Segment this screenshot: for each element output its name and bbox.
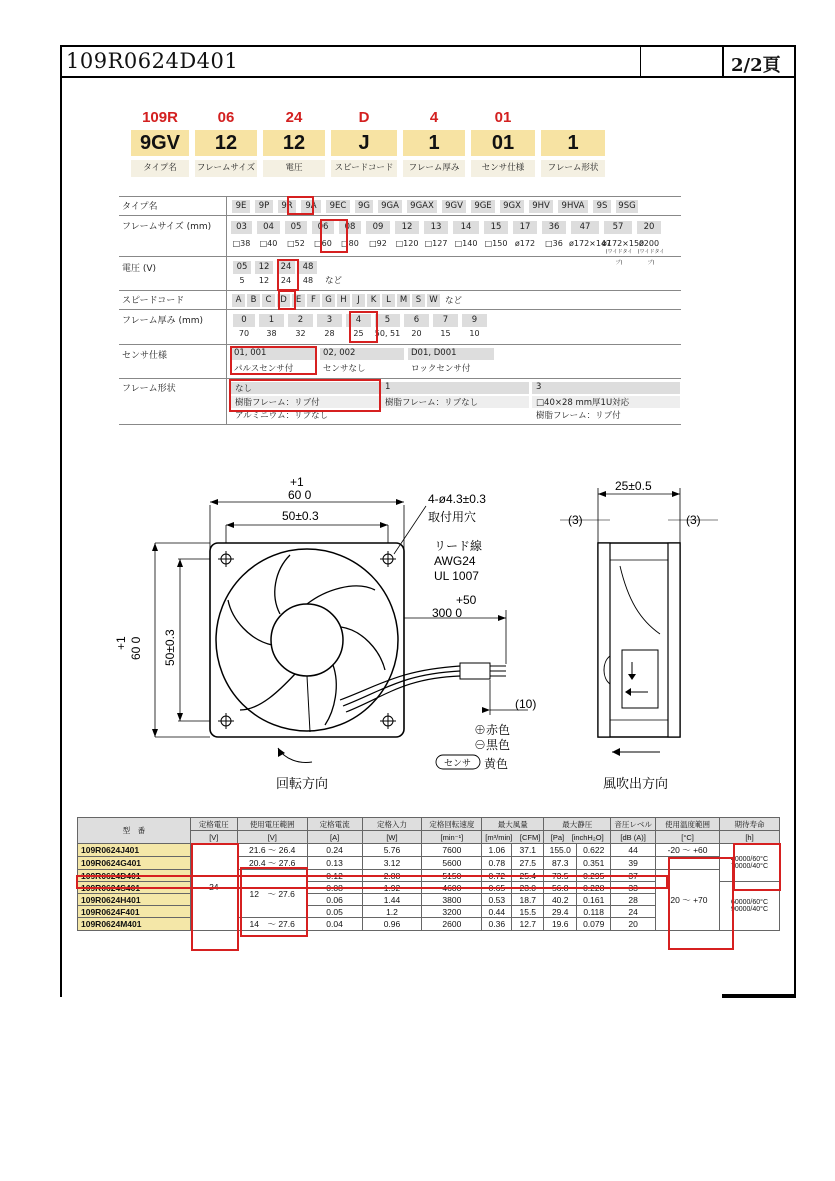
frame-size-code: 20 bbox=[637, 221, 661, 234]
frame-size-value: ø200 bbox=[638, 239, 660, 248]
frame-size-value: □60 bbox=[314, 239, 332, 248]
table-cell: 5.76 bbox=[362, 844, 422, 857]
table-cell: 40.2 bbox=[544, 894, 577, 906]
code-box-type: 9GV bbox=[131, 130, 189, 156]
thickness-value: 28 bbox=[324, 329, 335, 338]
table-cell: 0.04 bbox=[307, 918, 362, 931]
speed-option: B bbox=[247, 294, 260, 307]
sensor-badge-text: センサ bbox=[444, 758, 472, 768]
speed-option: M bbox=[397, 294, 410, 307]
shape-desc: 樹脂フレーム：リブ付 bbox=[536, 411, 621, 421]
highlight-size bbox=[320, 219, 348, 253]
col-rated-voltage: 定格電圧 bbox=[190, 818, 237, 831]
table-row bbox=[78, 844, 780, 857]
table-cell: 0.96 bbox=[362, 918, 422, 931]
footer-bar bbox=[722, 994, 796, 998]
life-value: 70000/40°C bbox=[730, 862, 769, 870]
type-option: 9R bbox=[278, 200, 296, 213]
table-cell: 109R0624J401 bbox=[78, 844, 191, 857]
type-option: 9GX bbox=[500, 200, 524, 213]
unit: [min⁻¹] bbox=[422, 831, 482, 844]
col-voltage-range: 使用電圧範囲 bbox=[237, 818, 307, 831]
shape-desc: □40×28 mm厚1U対応 bbox=[536, 398, 630, 408]
table-cell: 0.351 bbox=[577, 857, 611, 870]
lead-ul: UL 1007 bbox=[434, 569, 479, 583]
frame-size-value: □150 bbox=[484, 239, 508, 248]
frame-size-code: 15 bbox=[484, 221, 508, 234]
table-cell: 1.92 bbox=[362, 882, 422, 894]
unit: [Pa] [inchH₂O] bbox=[544, 831, 611, 844]
table-cell: 5150 bbox=[422, 870, 482, 882]
table-cell: 155.0 bbox=[544, 844, 577, 857]
table-cell: 33 bbox=[611, 882, 656, 894]
type-option: 9S bbox=[593, 200, 611, 213]
sensor-code: D01, D001 bbox=[411, 348, 457, 358]
table-cell: 0.65 bbox=[482, 882, 512, 894]
table-cell: 0.72 bbox=[482, 870, 512, 882]
table-cell: 37 bbox=[611, 870, 656, 882]
col-life: 期待寿命 bbox=[719, 818, 779, 831]
table-cell: 0.53 bbox=[482, 894, 512, 906]
fan-drawing bbox=[100, 470, 720, 800]
code-caption: タイプ名 bbox=[131, 160, 189, 177]
dim-top: 60 0 bbox=[288, 488, 312, 502]
row-label-thickness: フレーム厚み (mm) bbox=[122, 316, 204, 326]
dim-inner: 50±0.3 bbox=[282, 509, 319, 523]
dim-left-inner: 50±0.3 bbox=[163, 629, 177, 666]
table-cell: 109R0624H401 bbox=[78, 894, 191, 906]
frame-size-code: 08 bbox=[339, 221, 361, 234]
speed-option: L bbox=[382, 294, 395, 307]
frame-size-value: □36 bbox=[545, 239, 563, 248]
voltage-value: 24 bbox=[280, 276, 292, 285]
speed-option: C bbox=[262, 294, 275, 307]
frame-size-value: □120 bbox=[395, 239, 419, 248]
unit: [W] bbox=[362, 831, 422, 844]
table-cell: 0.78 bbox=[482, 857, 512, 870]
code-red-sensor: 01 bbox=[494, 109, 512, 126]
lead-awg: AWG24 bbox=[434, 554, 476, 568]
sensor-code: 02, 002 bbox=[323, 348, 356, 358]
sensor-code: 01, 001 bbox=[234, 348, 267, 358]
voltage-code: 48 bbox=[299, 261, 317, 274]
voltage-code: 24 bbox=[277, 261, 295, 274]
type-option: 9GA bbox=[378, 200, 402, 213]
speed-option: D bbox=[277, 294, 290, 307]
col-max-pressure: 最大静圧 bbox=[544, 818, 611, 831]
thickness-value: 38 bbox=[266, 329, 277, 338]
type-option: 9HVA bbox=[558, 200, 588, 213]
lead-length: 300 0 bbox=[432, 606, 463, 620]
col-rated-speed: 定格回転速度 bbox=[422, 818, 482, 831]
side-left-offset: (3) bbox=[568, 513, 583, 527]
frame-size-value: □92 bbox=[369, 239, 387, 248]
shape-desc: 樹脂フレーム：リブ付 bbox=[235, 398, 320, 408]
table-cell: 27.5 bbox=[512, 857, 544, 870]
header-separator bbox=[640, 45, 641, 77]
holes-note: 取付用穴 bbox=[428, 510, 477, 524]
frame-size-code: 36 bbox=[542, 221, 566, 234]
frame-size-code: 05 bbox=[285, 221, 307, 234]
sensor-desc: パルスセンサ付 bbox=[234, 364, 294, 374]
type-option: 9P bbox=[255, 200, 273, 213]
highlight-rated-voltage bbox=[191, 843, 239, 951]
table-cell: 1.2 bbox=[362, 906, 422, 918]
lead-end: (10) bbox=[515, 697, 537, 711]
highlight-thickness bbox=[349, 311, 378, 343]
frame-size-code: 57 bbox=[604, 221, 632, 234]
header-divider bbox=[60, 76, 796, 78]
highlight-voltage bbox=[277, 259, 299, 291]
table-cell: 3200 bbox=[422, 906, 482, 918]
thickness-value: 32 bbox=[295, 329, 306, 338]
speed-option: F bbox=[307, 294, 320, 307]
table-cell: 109R0624M401 bbox=[78, 918, 191, 931]
table-cell: 1.06 bbox=[482, 844, 512, 857]
speed-option: W bbox=[427, 294, 440, 307]
wire-red: ⊕赤色 bbox=[474, 723, 511, 737]
frame-size-code: 12 bbox=[395, 221, 419, 234]
table-cell: 18.7 bbox=[512, 894, 544, 906]
sensor-desc: センサなし bbox=[323, 364, 366, 374]
table-cell: 15.5 bbox=[512, 906, 544, 918]
col-temp-range: 使用温度範囲 bbox=[656, 818, 720, 831]
highlight-life bbox=[733, 843, 781, 891]
code-red-type: 109R bbox=[142, 109, 178, 126]
code-caption: スピードコード bbox=[331, 160, 397, 177]
table-cell: 0.08 bbox=[307, 882, 362, 894]
highlight-speed bbox=[278, 290, 296, 310]
table-cell: 24 bbox=[190, 844, 237, 931]
code-box-speed: J bbox=[331, 130, 397, 156]
table-cell: 0.06 bbox=[307, 894, 362, 906]
thickness-code: 7 bbox=[433, 314, 458, 327]
table-cell: 14 ～ 27.6 bbox=[237, 918, 307, 931]
thickness-value: 25 bbox=[353, 329, 364, 338]
row-label-type: タイプ名 bbox=[122, 202, 158, 212]
thickness-code: 4 bbox=[346, 314, 371, 327]
table-cell: 1.44 bbox=[362, 894, 422, 906]
thickness-value: 10 bbox=[469, 329, 480, 338]
frame-size-value: ø172 bbox=[514, 239, 536, 248]
code-caption: フレームサイズ bbox=[195, 160, 257, 177]
speed-etc: など bbox=[445, 296, 463, 306]
table-cell: 19.6 bbox=[544, 918, 577, 931]
frame-size-value: □140 bbox=[454, 239, 478, 248]
highlight-type bbox=[287, 196, 314, 215]
type-option: 9G bbox=[355, 200, 373, 213]
shape-code-bg bbox=[532, 382, 680, 394]
frame-size-value: ø172×150 bbox=[602, 239, 645, 248]
table-cell: 29.4 bbox=[544, 906, 577, 918]
frame-size-code: 06 bbox=[312, 221, 334, 234]
dim-left-tolerance: +1 bbox=[114, 636, 128, 650]
thickness-value: 15 bbox=[440, 329, 451, 338]
voltage-code: 12 bbox=[255, 261, 273, 274]
dim-left: 60 0 bbox=[129, 636, 143, 660]
table-cell: 0.12 bbox=[307, 870, 362, 882]
voltage-etc: など bbox=[325, 276, 343, 286]
table-cell: 37.1 bbox=[512, 844, 544, 857]
shape-code: 3 bbox=[536, 382, 542, 392]
type-option: 9A bbox=[301, 200, 321, 213]
table-cell: 20 bbox=[611, 918, 656, 931]
side-depth: 25±0.5 bbox=[615, 479, 652, 493]
frame-size-note: (ワイドタイプ) bbox=[637, 249, 665, 266]
code-red-size: 06 bbox=[217, 109, 235, 126]
type-option: 9GAX bbox=[407, 200, 437, 213]
unit: [°C] bbox=[656, 831, 720, 844]
col-rated-input: 定格入力 bbox=[362, 818, 422, 831]
table-cell: 0.622 bbox=[577, 844, 611, 857]
code-box-sensor: 01 bbox=[471, 130, 535, 156]
wire-black: ⊖黒色 bbox=[474, 738, 511, 752]
table-cell: 5600 bbox=[422, 857, 482, 870]
table-cell: 25.4 bbox=[512, 870, 544, 882]
thickness-code: 0 bbox=[233, 314, 255, 327]
lead-label: リード線 bbox=[434, 539, 483, 553]
sensor-desc: ロックセンサ付 bbox=[411, 364, 471, 374]
life-value: 40000/60°C bbox=[730, 855, 769, 863]
table-cell: 28 bbox=[611, 894, 656, 906]
frame-size-note: (ワイドタイプ) bbox=[605, 249, 633, 266]
shape-code: なし bbox=[235, 384, 253, 394]
table-cell: 2.88 bbox=[362, 870, 422, 882]
unit: [V] bbox=[190, 831, 237, 844]
unit: [m³/min] [CFM] bbox=[482, 831, 544, 844]
table-cell: 0.44 bbox=[482, 906, 512, 918]
thickness-value: 20 bbox=[411, 329, 422, 338]
table-cell: 7600 bbox=[422, 844, 482, 857]
frame-size-code: 14 bbox=[453, 221, 479, 234]
table-cell: 12.7 bbox=[512, 918, 544, 931]
speed-option: J bbox=[352, 294, 365, 307]
holes-spec: 4-ø4.3±0.3 bbox=[428, 492, 486, 506]
code-caption: 電圧 bbox=[263, 160, 325, 177]
table-cell: 0.05 bbox=[307, 906, 362, 918]
shape-code: 1 bbox=[385, 382, 391, 392]
frame-size-value: □38 bbox=[232, 239, 251, 248]
type-option: 9EC bbox=[326, 200, 350, 213]
dim-top-tolerance: +1 bbox=[290, 475, 304, 489]
table-cell: 44 bbox=[611, 844, 656, 857]
code-box-shape: 1 bbox=[541, 130, 605, 156]
table-cell: 24 bbox=[611, 906, 656, 918]
table-cell: -20 ～ +60 bbox=[656, 844, 720, 857]
table-cell: 39 bbox=[611, 857, 656, 870]
speed-option: K bbox=[367, 294, 380, 307]
row-label-voltage: 電圧 (V) bbox=[122, 264, 157, 274]
speed-option: S bbox=[412, 294, 425, 307]
table-cell: 109R0624D401 bbox=[78, 870, 191, 882]
life-value: 60000/60°C bbox=[730, 899, 769, 906]
code-red-voltage: 24 bbox=[285, 109, 303, 126]
document-title: 109R0624D401 bbox=[66, 49, 239, 73]
unit: [V] bbox=[237, 831, 307, 844]
voltage-code: 05 bbox=[233, 261, 251, 274]
frame-size-value: □40 bbox=[259, 239, 278, 248]
frame-size-value: □52 bbox=[287, 239, 305, 248]
frame-size-value: □80 bbox=[341, 239, 359, 248]
row-label-frame-size: フレームサイズ (mm) bbox=[122, 222, 212, 232]
frame-size-code: 13 bbox=[424, 221, 448, 234]
table-cell: 2600 bbox=[422, 918, 482, 931]
table-cell: 20.4 ～ 27.6 bbox=[237, 857, 307, 870]
unit: [A] bbox=[307, 831, 362, 844]
speed-option: E bbox=[292, 294, 305, 307]
shape-desc: アルミニウム：リブなし bbox=[235, 411, 329, 421]
table-cell: 109R0624S401 bbox=[78, 882, 191, 894]
type-option: 9HV bbox=[529, 200, 553, 213]
type-option: 9GE bbox=[471, 200, 495, 213]
code-box-thickness: 1 bbox=[403, 130, 465, 156]
wire-yellow: 黄色 bbox=[484, 757, 509, 771]
row-label-speed: スピードコード bbox=[122, 296, 185, 306]
code-red-thickness: 4 bbox=[429, 109, 439, 126]
thickness-value: 70 bbox=[238, 329, 250, 338]
frame-size-code: 17 bbox=[513, 221, 537, 234]
table-cell: 12 ～ 27.6 bbox=[237, 870, 307, 918]
table-cell: 73.5 bbox=[544, 870, 577, 882]
table-cell: 109R0624G401 bbox=[78, 857, 191, 870]
highlight-shape bbox=[229, 379, 381, 412]
lead-tolerance: +50 bbox=[456, 593, 477, 607]
table-cell: 0.295 bbox=[577, 870, 611, 882]
table-cell: 0.118 bbox=[577, 906, 611, 918]
table-cell: 0.079 bbox=[577, 918, 611, 931]
code-caption: センサ仕様 bbox=[471, 160, 535, 177]
voltage-value: 48 bbox=[302, 276, 314, 285]
header-separator bbox=[722, 45, 724, 77]
thickness-value: 50, 51 bbox=[374, 329, 401, 338]
unit: [h] bbox=[719, 831, 779, 844]
life-value: 90000/40°C bbox=[730, 906, 769, 913]
speed-option: A bbox=[232, 294, 245, 307]
shape-desc: 樹脂フレーム：リブなし bbox=[385, 398, 479, 408]
table-cell: 109R0624F401 bbox=[78, 906, 191, 918]
type-option: 9E bbox=[232, 200, 250, 213]
col-noise: 音圧レベル bbox=[611, 818, 656, 831]
highlight-temp bbox=[668, 857, 734, 950]
table-cell: 0.13 bbox=[307, 857, 362, 870]
table-cell: 56.8 bbox=[544, 882, 577, 894]
table-cell: 21.6 ～ 26.4 bbox=[237, 844, 307, 857]
frame-size-code: 03 bbox=[231, 221, 252, 234]
thickness-code: 9 bbox=[462, 314, 487, 327]
thickness-code: 2 bbox=[288, 314, 313, 327]
side-view bbox=[598, 543, 680, 737]
frame-size-code: 09 bbox=[366, 221, 390, 234]
rotation-label: 回転方向 bbox=[276, 776, 329, 791]
table-cell: -20 ～ +70 bbox=[656, 870, 720, 931]
thickness-code: 1 bbox=[259, 314, 284, 327]
frame-size-code: 04 bbox=[257, 221, 280, 234]
side-right-offset: (3) bbox=[686, 513, 701, 527]
page-number: 2/2頁 bbox=[731, 55, 781, 76]
table-cell: 3800 bbox=[422, 894, 482, 906]
table-cell: 23.0 bbox=[512, 882, 544, 894]
row-label-sensor: センサ仕様 bbox=[122, 351, 168, 361]
speed-option: G bbox=[322, 294, 335, 307]
type-option: 9SG bbox=[616, 200, 638, 213]
row-label-shape: フレーム形状 bbox=[122, 384, 176, 394]
fan-frame bbox=[210, 543, 404, 737]
code-caption: フレーム厚み bbox=[403, 160, 465, 177]
thickness-code: 6 bbox=[404, 314, 429, 327]
shape-code-bg bbox=[381, 382, 529, 394]
col-model: 型 番 bbox=[78, 818, 191, 844]
frame-size-value: □127 bbox=[424, 239, 448, 248]
table-cell: 87.3 bbox=[544, 857, 577, 870]
thickness-code: 3 bbox=[317, 314, 342, 327]
table-cell: 0.36 bbox=[482, 918, 512, 931]
table-cell: 0.161 bbox=[577, 894, 611, 906]
code-box-size: 12 bbox=[195, 130, 257, 156]
voltage-value: 5 bbox=[239, 276, 245, 285]
highlight-sensor bbox=[230, 346, 317, 375]
col-max-airflow: 最大風量 bbox=[482, 818, 544, 831]
table-cell: 4600 bbox=[422, 882, 482, 894]
code-caption: フレーム形状 bbox=[541, 160, 605, 177]
frame-size-code: 47 bbox=[571, 221, 599, 234]
highlight-selected-row bbox=[76, 875, 668, 889]
airflow-label: 風吹出方向 bbox=[603, 776, 669, 791]
voltage-value: 12 bbox=[258, 276, 270, 285]
thickness-code: 5 bbox=[375, 314, 400, 327]
unit: [dB (A)] bbox=[611, 831, 656, 844]
table-cell: 3.12 bbox=[362, 857, 422, 870]
frame-size-value: ø172×147 bbox=[569, 239, 612, 248]
code-box-voltage: 12 bbox=[263, 130, 325, 156]
type-option: 9GV bbox=[442, 200, 466, 213]
table-cell: 0.228 bbox=[577, 882, 611, 894]
speed-option: H bbox=[337, 294, 350, 307]
code-red-speed: D bbox=[358, 109, 370, 126]
table-cell: 0.24 bbox=[307, 844, 362, 857]
col-rated-current: 定格電流 bbox=[307, 818, 362, 831]
